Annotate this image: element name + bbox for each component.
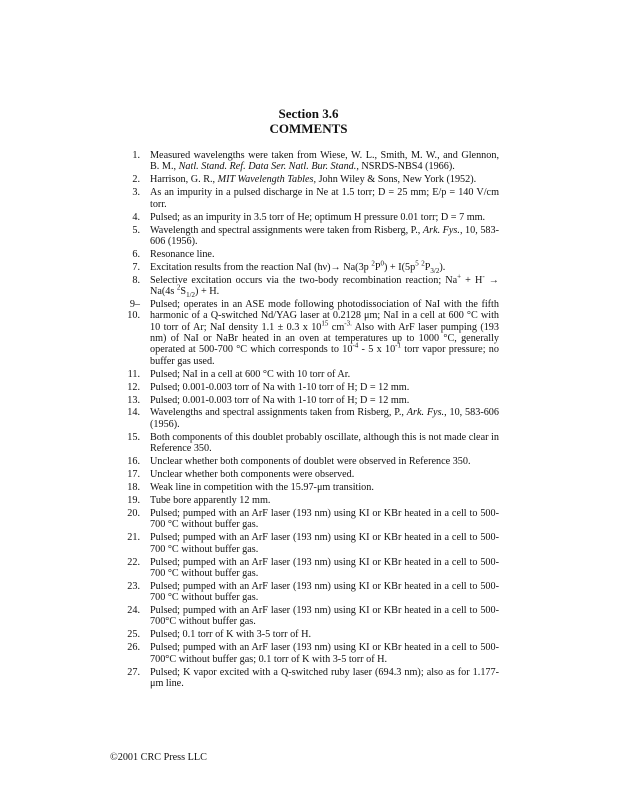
comment-number: 13. [127, 394, 140, 406]
comment-number: 15. [127, 431, 140, 443]
comment-item [110, 407, 499, 430]
comment-item [110, 382, 499, 393]
comment-item [110, 495, 499, 506]
comment-text: Harrison, G. R., MIT Wavelength Tables, John Wiley & Sons, New York (1952). [150, 174, 477, 186]
comment-number: 12. [127, 381, 140, 393]
comment-item [110, 469, 499, 480]
comment-number: 27. [127, 666, 140, 678]
comment-item [110, 432, 499, 455]
comment-item [110, 272, 499, 300]
comment-item [110, 212, 499, 223]
comment-text: Weak line in competition with the 15.97-μm transition. [150, 482, 374, 494]
comment-text: Wavelengths and spectral assignments taken from Risberg, P., Ark. Fys., 10, 583-606 (1956). [150, 407, 499, 430]
comment-text: Pulsed; NaI in a cell at 600 °C with 10 torr of Ar. [150, 368, 351, 380]
comment-item [110, 667, 499, 690]
comment-number: 1. [132, 150, 140, 161]
comment-number: 6. [132, 248, 140, 260]
comment-item [110, 225, 499, 248]
comment-text: Tube bore apparently 12 mm. [150, 495, 271, 506]
comment-number: 2. [132, 174, 140, 186]
copyright-footer: ©2001 CRC Press LLC [110, 752, 207, 763]
comment-text: Pulsed; 0.001-0.003 torr of Na with 1-10 torr of H; D = 12 mm. [150, 381, 410, 393]
comment-number: 11. [127, 368, 140, 380]
comment-number: 20. [127, 507, 140, 519]
comment-item [110, 249, 499, 260]
comment-number: 19. [127, 495, 140, 506]
comment-number: 24. [127, 605, 140, 617]
comment-text: Pulsed; pumped with an ArF laser (193 nm) using KI or KBr heated in a cell to 500-700 °C without buffer gas. [150, 556, 499, 579]
comment-text: Pulsed; pumped with an ArF laser (193 nm) using KI or KBr heated in a cell to 500-700 °C without buffer gas. [150, 532, 499, 555]
comment-item [110, 532, 499, 555]
comment-number: 8. [132, 274, 140, 286]
comment-number: 18. [127, 482, 140, 494]
comment-number: 21. [127, 532, 140, 544]
comment-number: 9– 10. [127, 299, 140, 322]
comment-text: Selective excitation occurs via the two-body recombination reaction; Na+ + H- → Na(4s $^2S_{1/2}) + H$. [150, 272, 499, 300]
comment-text: Pulsed; operates in an ASE mode following photodissociation of NaI with the fifth harmonic of a Q-switched Nd/YAG laser at 0.2128 μm; NaI in a cell at 600 °C with 10 torr of Ar; NaI density 1.1 ± 0.3 x $10^{15}$ $cm^{-3.}$ Also with ArF laser pumping (193 nm) of NaI or NaBr heated in an oven at temperatures up to 1000 °C, generally operated at 500-700 °C which corresponds to $10^{-4} - 5$ x $10^{-1}$ torr vapor pressure; no buffer gas used. [150, 299, 499, 367]
section-number: Section 3.6 [278, 106, 339, 121]
comment-item [110, 187, 499, 210]
comment-item [110, 150, 499, 173]
comment-number: 3. [132, 187, 140, 199]
comment-number: 5. [132, 224, 140, 236]
comment-text: Measured wavelengths were taken from Wiese, W. L., Smith, M. W., and Glennon, B. M., Natl. Stand. Ref. Data Ser. Natl. Bur. Stand., NSRDS-NBS4 (1966). [150, 150, 499, 173]
comment-number: 23. [127, 580, 140, 592]
comment-item [110, 642, 499, 665]
comment-text: Excitation results from the reaction NaI (hν)→ Na(3p $^2P^0) + I(5p^5$ $^2P_{3/2}$). [150, 259, 446, 275]
comment-item [110, 557, 499, 580]
comments-list [110, 150, 499, 691]
comment-text: Unclear whether both components of doublet were observed in Reference 350. [150, 456, 471, 468]
comment-number: 25. [127, 629, 140, 641]
comment-text: Both components of this doublet probably oscillate, although this is not made clear in Reference 350. [150, 431, 499, 455]
comment-text: As an impurity in a pulsed discharge in Ne at 1.5 torr; D = 25 mm; E/p = 140 V/cm torr. [150, 187, 499, 210]
comment-item [110, 456, 499, 467]
comment-text: Pulsed; K vapor excited with a Q-switched ruby laser (694.3 nm); also as for 1.177-μm line. [150, 666, 499, 689]
comment-number: 16. [127, 456, 140, 468]
section-title [0, 106, 617, 136]
comment-item [110, 259, 499, 275]
comment-item [110, 508, 499, 531]
comment-text: Pulsed; 0.001-0.003 torr of Na with 1-10 torr of H; D = 12 mm. [150, 394, 410, 406]
comment-item [110, 369, 499, 380]
comment-text: Pulsed; as an impurity in 3.5 torr of He; optimum H pressure 0.01 torr; D = 7 mm. [150, 211, 486, 223]
comment-number: 7. [132, 261, 140, 273]
comment-item [110, 299, 499, 367]
comment-number: 14. [127, 407, 140, 419]
section-heading: COMMENTS [269, 121, 348, 136]
comment-text: Pulsed; pumped with an ArF laser (193 nm) using KI or KBr heated in a cell to 500-700 °C without buffer gas. [150, 580, 499, 604]
comment-item [110, 605, 499, 628]
comment-number: 4. [132, 211, 140, 223]
comment-number: 17. [127, 469, 140, 481]
comment-number: 26. [127, 642, 140, 654]
comment-item [110, 174, 499, 185]
comment-text: Pulsed; pumped with an ArF laser (193 nm) using KI or KBr heated in a cell to 500-700 °C without buffer gas. [150, 507, 499, 531]
comment-text: Pulsed; pumped with an ArF laser (193 nm) using KI or KBr heated in a cell to 500-700°C without buffer gas; 0.1 torr of K with 3-5 torr of H. [150, 642, 499, 665]
comment-item [110, 629, 499, 640]
comment-text: Unclear whether both components were observed. [150, 469, 355, 481]
comment-text: Pulsed; 0.1 torr of K with 3-5 torr of H. [150, 629, 312, 641]
comment-text: Wavelength and spectral assignments were taken from Risberg, P., Ark. Fys., 10, 583-606 (1956). [150, 224, 499, 247]
comment-item [110, 395, 499, 406]
comment-text: Pulsed; pumped with an ArF laser (193 nm) using KI or KBr heated in a cell to 500-700°C without buffer gas. [150, 605, 499, 628]
comment-number: 22. [127, 556, 140, 568]
comment-text: Resonance line. [150, 248, 215, 260]
comment-item [110, 581, 499, 604]
comment-item [110, 482, 499, 493]
